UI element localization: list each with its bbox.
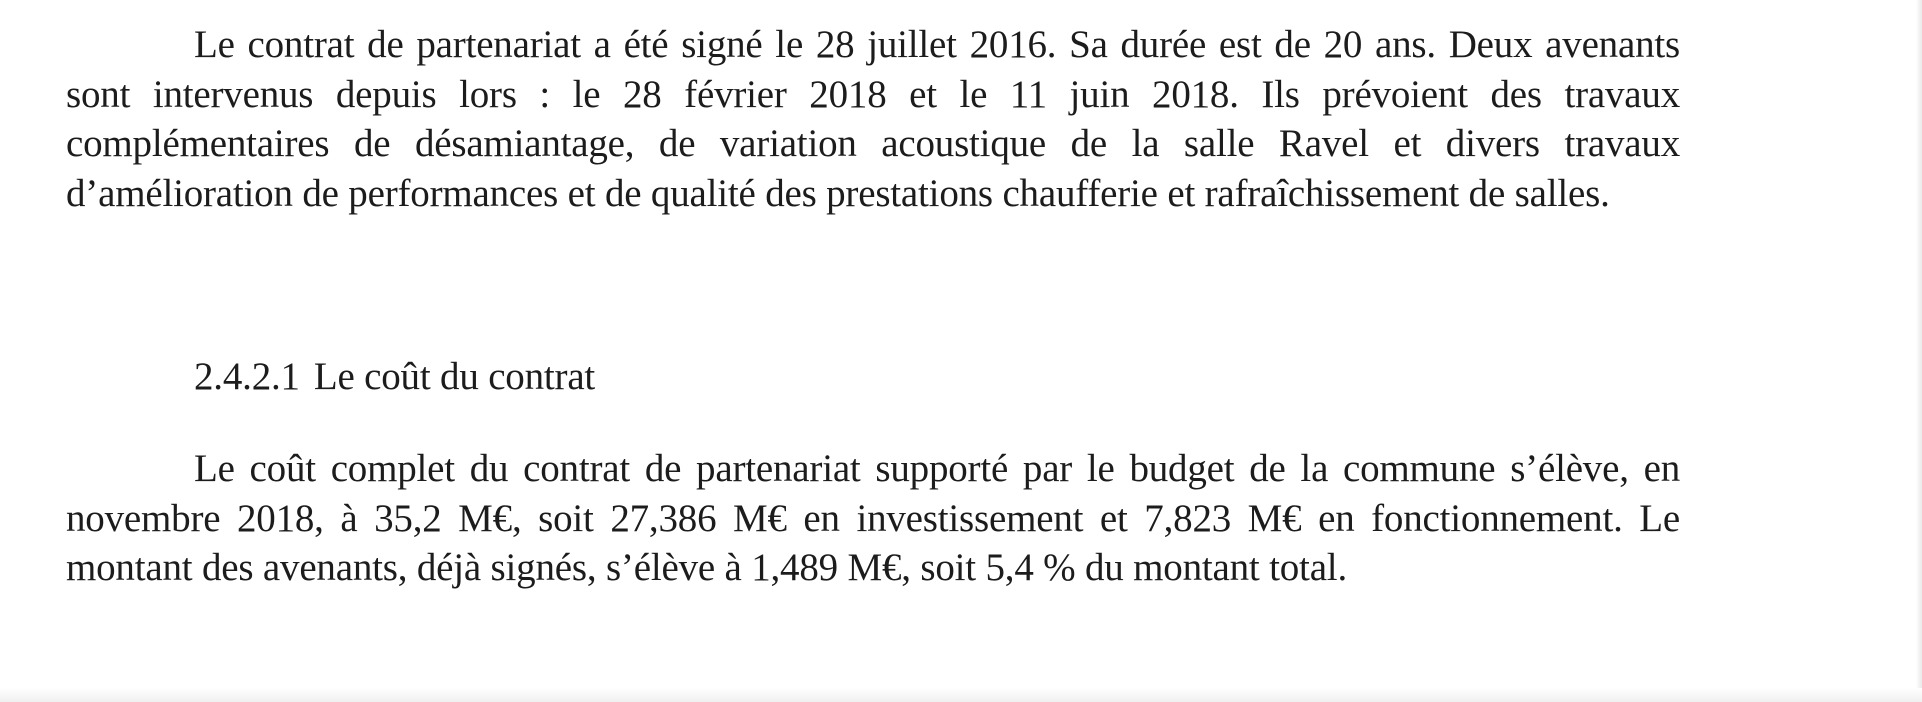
section-heading	[194, 352, 595, 402]
paragraph-contract-cost: Le coût complet du contrat de partenariat supporté par le budget de la commune s’élève, en novembre 2018, à 35,2 M€, soit 27,386 M€ en investissement et 7,823 M€ en fonctionnement. Le montant des avenants, déjà signés, s’élève à 1,489 M€, soit 5,4 % du montant total.	[66, 447, 1680, 589]
section-number: 2.4.2.1	[194, 355, 300, 398]
section-title: Le coût du contrat	[313, 355, 596, 398]
paragraph-contract-dates: Le contrat de partenariat a été signé le 28 juillet 2016. Sa durée est de 20 ans. Deux avenants sont intervenus depuis lors : le 28 février 2018 et le 11 juin 2018. Ils prévoient des travaux complémentaires de désamiantage, de variation acoustique de la salle Ravel et divers travaux d’amélioration de performances et de qualité des prestations chaufferie et rafraîchissement de salles.	[66, 23, 1680, 215]
page-bottom-shadow	[0, 688, 1922, 702]
page-edge-shadow	[1916, 0, 1922, 702]
